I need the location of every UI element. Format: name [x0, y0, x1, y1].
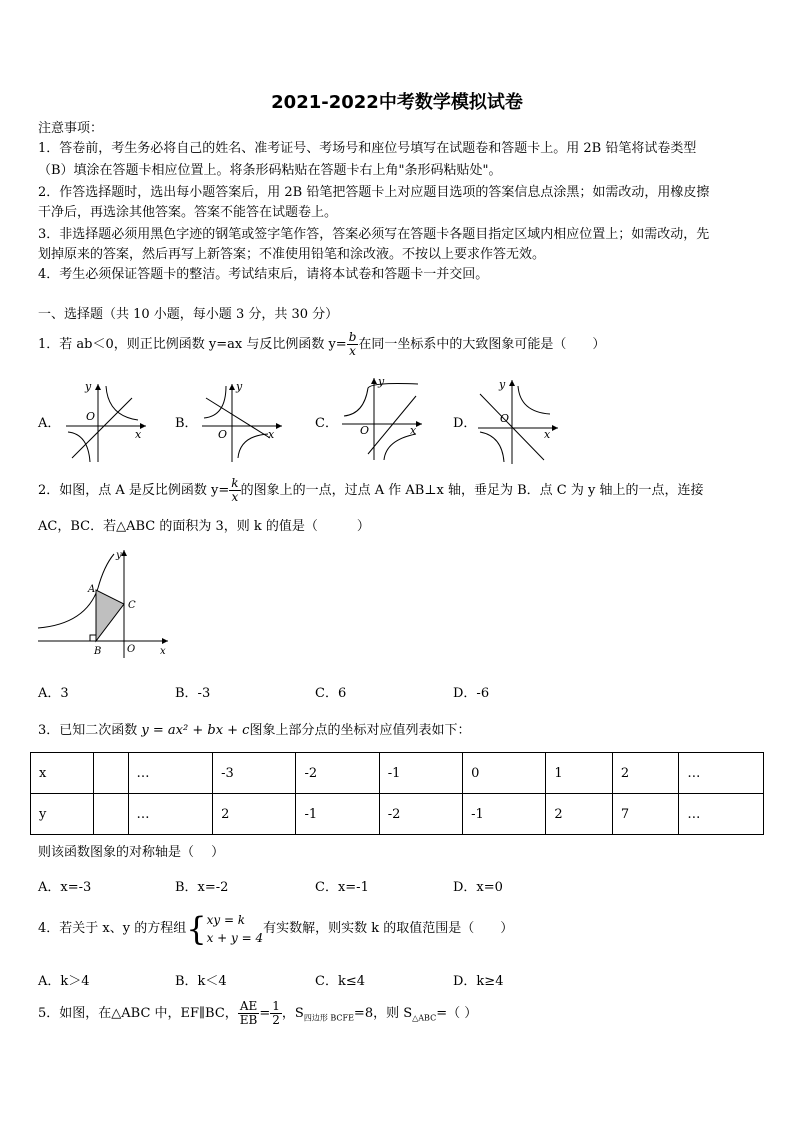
- question-4: [38, 908, 513, 950]
- table-cell: …: [128, 753, 213, 794]
- notice-line: 干净后，再选涂其他答案。答案不能答在试题卷上。: [38, 205, 338, 220]
- table-cell: x: [31, 753, 94, 794]
- svg-text:O: O: [218, 428, 228, 441]
- q3-option-c: C．x=-1: [315, 880, 369, 895]
- question-1: [38, 326, 605, 364]
- q1-option-d: D．: [453, 416, 477, 431]
- table-row: [31, 753, 764, 794]
- svg-text:x: x: [160, 646, 166, 657]
- q5-equals: =: [259, 1006, 271, 1021]
- table-cell: -2: [379, 794, 462, 835]
- svg-text:y: y: [85, 380, 92, 393]
- table-cell: 2: [546, 794, 612, 835]
- svg-text:x: x: [410, 424, 417, 437]
- table-cell: 7: [612, 794, 678, 835]
- q4-option-c: C．k≤4: [315, 974, 365, 989]
- q3-formula: y = ax² + bx + c: [141, 723, 250, 738]
- svg-text:O: O: [127, 644, 136, 655]
- q3-option-b: B．x=-2: [175, 880, 229, 895]
- table-cell: [93, 794, 128, 835]
- section-heading: 一、选择题（共 10 小题，每小题 3 分，共 30 分）: [38, 307, 339, 322]
- q4-option-b: B．k＜4: [175, 974, 227, 989]
- notice-heading: 注意事项：: [38, 121, 104, 136]
- table-cell: -1: [296, 794, 379, 835]
- q1-graph-b: [198, 378, 288, 464]
- q4-brace: {: [186, 909, 207, 948]
- q2-option-d: D．-6: [453, 686, 490, 701]
- q5-subscript-1: 四边形 BCFE: [303, 1013, 354, 1023]
- svg-text:x: x: [544, 428, 551, 441]
- q5-text-pre: 5．如图，在△ABC 中，EF∥BC，: [38, 1006, 238, 1021]
- table-cell: …: [128, 794, 213, 835]
- svg-text:y: y: [236, 380, 243, 393]
- q3-question: 则该函数图象的对称轴是（ ）: [38, 845, 225, 860]
- q2-text-post: 的图象上的一点，过点 A 作 AB⊥x 轴，垂足为 B．点 C 为 y 轴上的一点，连接: [240, 483, 704, 498]
- q5-subscript-2: △ABC: [412, 1013, 437, 1023]
- table-row: [31, 794, 764, 835]
- table-cell: -1: [379, 753, 462, 794]
- q1-option-c: C．: [315, 416, 338, 431]
- table-cell: -1: [463, 794, 546, 835]
- q4-system: xy = k x + y = 4: [206, 912, 264, 945]
- q1-fraction: $\frac{b}{x}$: [348, 330, 357, 358]
- svg-text:x: x: [268, 428, 275, 441]
- q2-option-a: A．3: [38, 686, 69, 701]
- table-cell: [93, 753, 128, 794]
- q4-option-d: D．k≥4: [453, 974, 504, 989]
- q2-text-pre: 2．如图，点 A 是反比例函数 y=: [38, 483, 230, 498]
- q2-fraction: $\frac{k}{x}$: [231, 476, 239, 504]
- q3-option-a: A．x=-3: [38, 880, 92, 895]
- q1-graph-c: [338, 374, 428, 464]
- q4-text-pre: 4．若关于 x、y 的方程组: [38, 921, 187, 936]
- table-cell: …: [679, 794, 764, 835]
- svg-text:x: x: [135, 428, 142, 441]
- svg-text:y: y: [116, 550, 122, 561]
- q2-option-b: B．-3: [175, 686, 211, 701]
- page-title: 2021-2022中考数学模拟试卷: [271, 92, 523, 113]
- q2-option-c: C．6: [315, 686, 347, 701]
- question-3: [38, 722, 470, 740]
- q5-text-mid2: =8，则 S: [353, 1006, 413, 1021]
- q4-option-a: A．k＞4: [38, 974, 90, 989]
- q3-value-table: [30, 752, 764, 835]
- svg-text:O: O: [500, 412, 510, 425]
- notice-line: （B）填涂在答题卡相应位置上。将条形码粘贴在答题卡右上角"条形码粘贴处"。: [38, 163, 502, 178]
- question-2-line-2: AC，BC．若△ABC 的面积为 3，则 k 的值是（ ）: [38, 519, 370, 534]
- q1-text-post: 在同一坐标系中的大致图象可能是（ ）: [358, 337, 606, 352]
- q5-fraction-ae-eb: $\frac{AE}{EB}$: [239, 999, 258, 1027]
- q5-text-post: =（ ）: [436, 1006, 478, 1021]
- table-cell: -2: [296, 753, 379, 794]
- q5-fraction-half: $\frac{1}{2}$: [272, 999, 280, 1027]
- table-cell: -3: [213, 753, 296, 794]
- svg-text:B: B: [94, 646, 102, 657]
- notice-line: 4．考生必须保证答题卡的整洁。考试结束后，请将本试卷和答题卡一并交回。: [38, 267, 489, 282]
- table-cell: 2: [612, 753, 678, 794]
- q1-option-a: A．: [38, 416, 61, 431]
- q3-text-pre: 3．已知二次函数: [38, 723, 138, 738]
- svg-text:O: O: [86, 410, 96, 423]
- svg-text:y: y: [499, 378, 506, 391]
- q1-graph-d: [474, 376, 564, 466]
- svg-text:C: C: [128, 600, 136, 611]
- q4-text-post: 有实数解，则实数 k 的取值范围是（ ）: [263, 921, 514, 936]
- svg-text:y: y: [378, 375, 385, 388]
- notice-line: 1．答卷前，考生务必将自己的姓名、准考证号、考场号和座位号填写在试题卷和答题卡上。用 2B 铅笔将试卷类型: [38, 141, 697, 156]
- notice-line: 划掉原来的答案，然后再写上新答案；不准使用铅笔和涂改液。不按以上要求作答无效。: [38, 247, 546, 262]
- q3-option-d: D．x=0: [453, 880, 503, 895]
- table-cell: y: [31, 794, 94, 835]
- svg-text:A: A: [88, 584, 96, 595]
- question-5: [38, 994, 477, 1039]
- table-cell: 0: [463, 753, 546, 794]
- q2-figure: [36, 546, 176, 660]
- notice-line: 2．作答选择题时，选出每小题答案后，用 2B 铅笔把答题卡上对应题目选项的答案信息点涂黑；如需改动，用橡皮擦: [38, 185, 710, 200]
- svg-text:O: O: [360, 424, 370, 437]
- question-2: [38, 472, 704, 510]
- q1-option-b: B．: [175, 416, 198, 431]
- q5-text-mid: ，S: [281, 1006, 304, 1021]
- q3-text-post: 图象上部分点的坐标对应值列表如下：: [249, 723, 471, 738]
- table-cell: …: [679, 753, 764, 794]
- table-cell: 2: [213, 794, 296, 835]
- q1-graph-a: [62, 378, 152, 464]
- table-cell: 1: [546, 753, 612, 794]
- notice-line: 3．非选择题必须用黑色字迹的钢笔或签字笔作答，答案必须写在答题卡各题目指定区域内相应位置上；如需改动，先: [38, 227, 710, 242]
- q1-text-pre: 1．若 ab＜0，则正比例函数 y=ax 与反比例函数 y=: [38, 337, 347, 352]
